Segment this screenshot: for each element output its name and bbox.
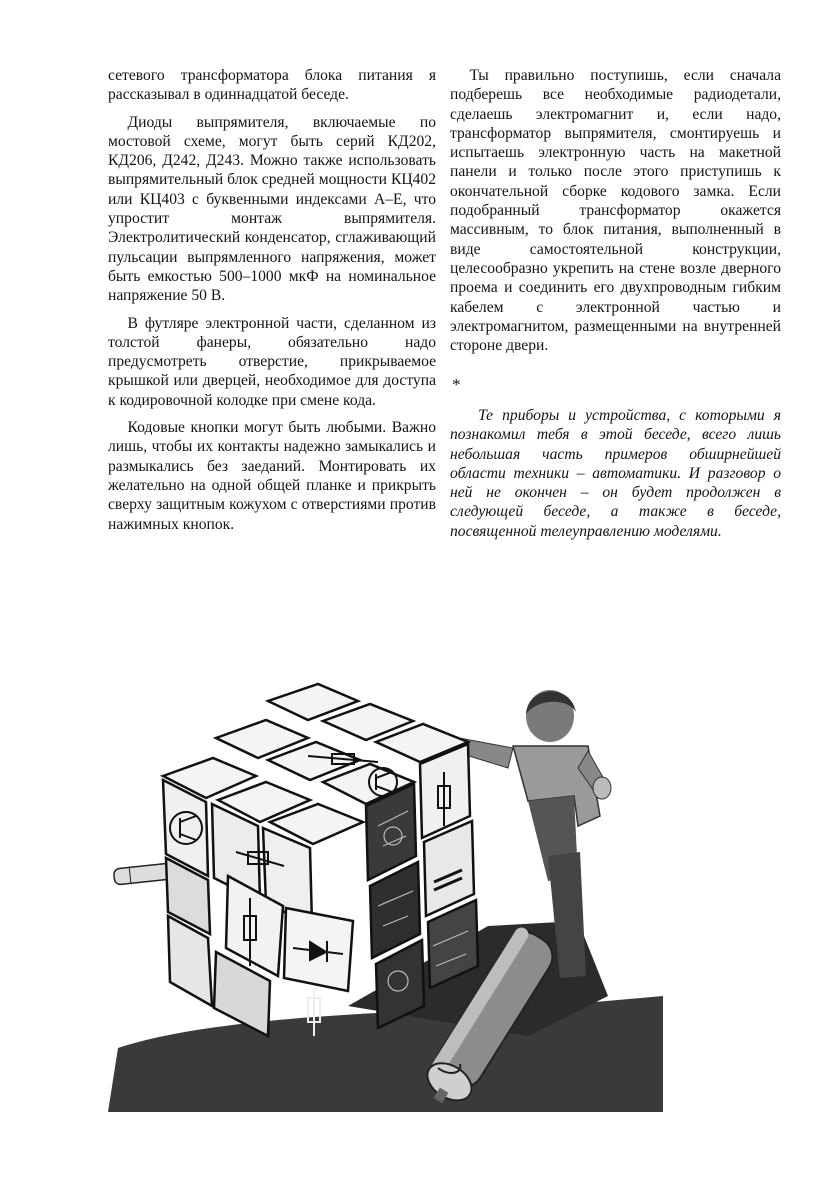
closing-note-text: Те приборы и устройства, с которыми я познакомил тебя в этой беседе, всего лишь небольшая часть примеров обширнейшей области техники – автоматики. И разговор о ней не окончен – он будет продолжен в следующей беседе, а также в беседе, посвященной телеуправлению моделями. bbox=[450, 407, 781, 540]
right-text-column bbox=[450, 66, 781, 363]
section-separator: * bbox=[452, 375, 461, 394]
paragraph-case: В футляре электронной части, сделанном из толстой фанеры, обязательно надо предусмотреть отверстие, прикрываемое крышкой или дверцей, необходимое для доступа к кодировочной колодке при смене кода. bbox=[108, 314, 436, 409]
paragraph-buttons: Кодовые кнопки могут быть любыми. Важно лишь, чтобы их контакты надежно замыкались и размыкались без заеданий. Монтировать их желательно на одной общей планке и прикрыть сверху защитным кожухом с отверстиями против нажимных кнопок. bbox=[108, 419, 436, 533]
left-text-column bbox=[108, 66, 436, 542]
closing-note bbox=[450, 406, 781, 541]
battery-small-icon bbox=[113, 863, 172, 885]
paragraph-diodes: Диоды выпрямителя, включаемые по мостовой схеме, могут быть серий КД202, КД206, Д242, Д243. Можно также использовать выпрямительный блок средней мощности КЦ402 или КЦ403 с буквенными индексами А–Е, что упростит монтаж выпрямителя. Электролитический конденсатор, сглаживающий пульсации выпрямленного напряжения, может быть емкостью 500–1000 мкФ на номинальное напряжение 50 В. bbox=[108, 113, 436, 305]
paragraph-transformer-ref: сетевого трансформатора блока питания я рассказывал в одиннадцатой беседе. bbox=[108, 67, 436, 104]
rubiks-cube-illustration bbox=[108, 676, 668, 1116]
paragraph-assembly-advice: Ты правильно поступишь, если сначала подберешь все необходимые радиодетали, сделаешь электромагнит и, если надо, трансформатор выпрямителя, смонтируешь и испытаешь электронную часть на макетной панели и только после этого приступишь к окончательной сборке кодового замка. Если подобранный трансформатор окажется массивным, то блок питания, выполненный в виде самостоятельной конструкции, целесообразно укрепить на стене возле дверного проема и соединить его двухпроводным гибким кабелем с электронной частью и электромагнитом, размещенными на внутренней стороне двери. bbox=[450, 67, 781, 355]
